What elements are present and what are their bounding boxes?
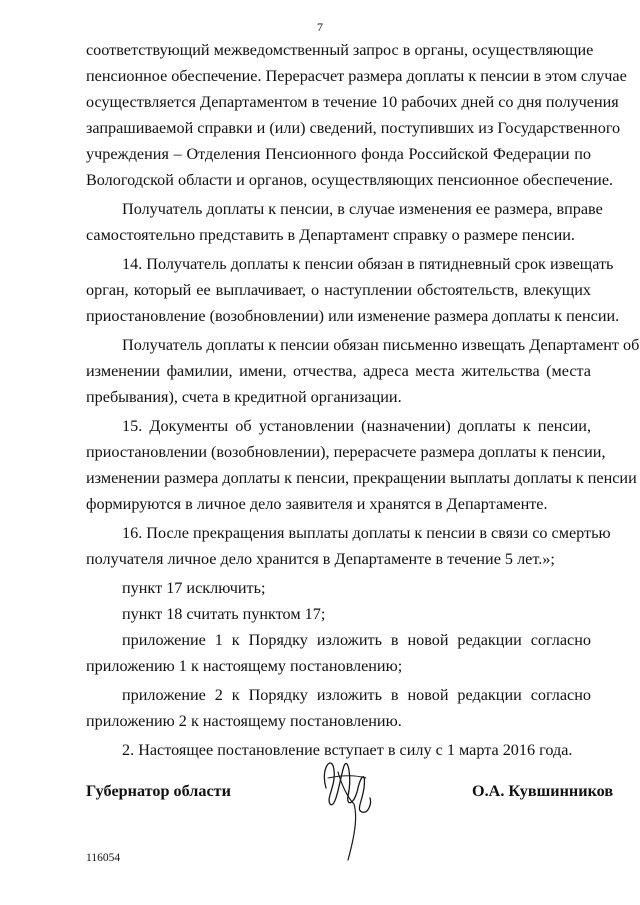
text-line: получателя личное дело хранится в Департаменте в течение 5 лет.»;: [86, 550, 555, 568]
text-line: соответствующий межведомственный запрос в органы, осуществляющие: [86, 41, 594, 59]
text-line: приложению 2 к настоящему постановлению.: [86, 712, 402, 730]
text-line: 15. Документы об установлении (назначении) доплаты к пенсии,: [122, 417, 591, 435]
text-line: приостановлении (возобновлении), перерасчете размера доплаты к пенсии,: [86, 443, 606, 461]
text-line: 2. Настоящее постановление вступает в силу с 1 марта 2016 года.: [122, 741, 573, 759]
signatory-name: О.А. Кувшинников: [472, 782, 614, 800]
text-line: 16. После прекращения выплаты доплаты к пенсии в связи со смертью: [122, 524, 611, 542]
text-line: осуществляется Департаментом в течение 10 рабочих дней со дня получения: [86, 93, 619, 111]
text-line: Получатель доплаты к пенсии обязан письменно извещать Департамент об: [122, 336, 640, 354]
text-line: 14. Получатель доплаты к пенсии обязан в пятидневный срок извещать: [122, 255, 614, 273]
text-line: приостановление (возобновлении) или изменение размера доплаты к пенсии.: [86, 307, 620, 325]
document-code: 116054: [86, 852, 121, 864]
text-line: учреждения – Отделения Пенсионного фонда Российской Федерации по: [86, 145, 591, 163]
text-line: приложению 1 к настоящему постановлению;: [86, 657, 403, 675]
text-line: пенсионное обеспечение. Перерасчет размера доплаты к пенсии в этом случае: [86, 67, 627, 85]
signatory-position: Губернатор области: [86, 782, 231, 800]
text-line: пункт 18 считать пунктом 17;: [122, 605, 326, 623]
text-line: изменении фамилии, имени, отчества, адреса места жительства (места: [86, 362, 591, 380]
text-line: Получатель доплаты к пенсии, в случае изменения ее размера, вправе: [122, 200, 603, 218]
page-number: 7: [317, 20, 323, 34]
text-line: пункт 17 исключить;: [122, 579, 266, 597]
text-line: приложение 2 к Порядку изложить в новой редакции согласно: [122, 686, 591, 704]
text-line: орган, который ее выплачивает, о наступлении обстоятельств, влекущих: [86, 281, 591, 299]
text-line: пребывания), счета в кредитной организации.: [86, 388, 402, 406]
text-line: запрашиваемой справки и (или) сведений, поступивших из Государственного: [86, 119, 621, 137]
handwritten-signature: [318, 748, 378, 868]
text-line: Вологодской области и органов, осуществляющих пенсионное обеспечение.: [86, 171, 614, 189]
text-line: самостоятельно представить в Департамент справку о размере пенсии.: [86, 226, 575, 244]
text-line: приложение 1 к Порядку изложить в новой редакции согласно: [122, 631, 591, 649]
text-line: изменении размера доплаты к пенсии, прекращении выплаты доплаты к пенсии: [86, 469, 637, 487]
text-line: формируются в личное дело заявителя и хранятся в Департаменте.: [86, 495, 548, 513]
